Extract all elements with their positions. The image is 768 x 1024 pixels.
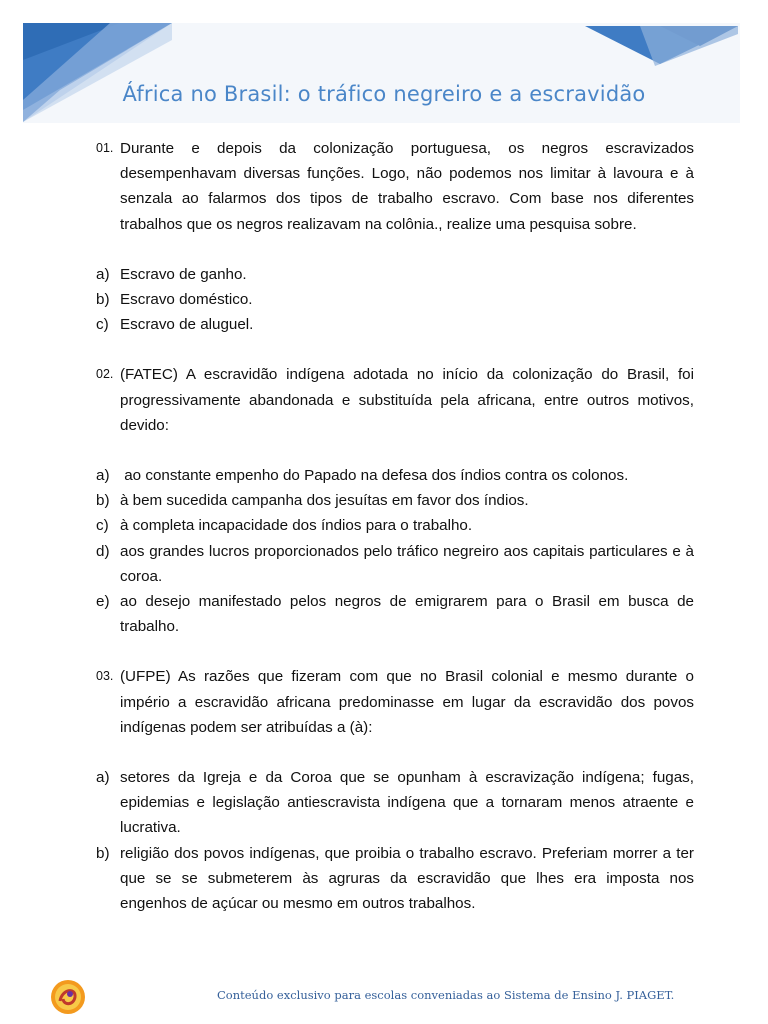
option-item xyxy=(96,841,699,917)
question-2 xyxy=(96,362,694,438)
question-number: 01. xyxy=(96,141,114,155)
question-1 xyxy=(96,136,694,237)
option-text: ao desejo manifestado pelos negros de emigrarem para o Brasil em busca de trabalho. xyxy=(120,593,699,636)
option-text: à bem sucedida campanha dos jesuítas em favor dos índios. xyxy=(120,492,529,510)
option-text: aos grandes lucros proporcionados pelo tráfico negreiro aos capitais particulares e à coroa. xyxy=(120,542,699,585)
option-label: c) xyxy=(96,316,109,334)
option-item xyxy=(96,262,694,287)
page-title: África no Brasil: o tráfico negreiro e a escravidão xyxy=(122,82,646,106)
question-number: 02. xyxy=(96,367,114,382)
option-text: Escravo doméstico. xyxy=(120,291,253,309)
option-item xyxy=(96,765,699,841)
question-number: 03. xyxy=(96,669,114,684)
option-text: Escravo de aluguel. xyxy=(120,316,254,334)
option-item xyxy=(96,589,699,639)
option-text: religião dos povos indígenas, que proibia o trabalho escravo. Preferiam morrer a ter que se se submeterem às agruras da escravidão que lhes era imposta nos engenhos de açúcar ou mesmo em outros trabalhos. xyxy=(120,844,699,913)
option-item xyxy=(96,488,694,513)
exercise-list xyxy=(96,136,699,916)
option-item xyxy=(96,312,694,337)
option-label: a) xyxy=(96,467,110,485)
option-item xyxy=(96,539,699,589)
logo-icon xyxy=(50,979,86,1015)
option-text: setores da Igreja e da Coroa que se opunham à escravização indígena; fugas, epidemias e legislação antiescravista indígena que a tornaram menos atraente e lucrativa. xyxy=(120,769,699,837)
option-label: a) xyxy=(96,265,110,283)
question-text: (FATEC) A escravidão indígena adotada no início da colonização do Brasil, foi progressivamente abandonada e substituída pela africana, entre outros motivos, devido: xyxy=(120,366,694,434)
option-label: b) xyxy=(96,844,110,862)
header-banner xyxy=(0,0,768,130)
option-label: b) xyxy=(96,492,110,510)
option-text: ao constante empenho do Papado na defesa dos índios contra os colonos. xyxy=(120,467,629,485)
option-item xyxy=(96,287,694,312)
option-item xyxy=(96,513,694,538)
question-text: Durante e depois da colonização portuguesa, os negros escravizados desempenhavam diversas funções. Logo, não podemos nos limitar à lavoura e à senzala ao falarmos dos tipos de trabalho escravo. Com base nos diferentes trabalhos que os negros realizavam na colônia., realize uma pesquisa sobre. xyxy=(120,140,694,233)
option-item xyxy=(96,463,694,488)
option-label: e) xyxy=(96,593,110,611)
footer-text: Conteúdo exclusivo para escolas conveniadas ao Sistema de Ensino J. PIAGET. xyxy=(217,988,675,1002)
option-label: b) xyxy=(96,291,110,309)
banner-decoration xyxy=(0,0,768,130)
option-label: c) xyxy=(96,517,109,535)
option-text: à completa incapacidade dos índios para o trabalho. xyxy=(120,517,473,535)
option-label: a) xyxy=(96,769,110,787)
option-label: d) xyxy=(96,542,110,560)
option-text: Escravo de ganho. xyxy=(120,265,247,283)
question-text: (UFPE) As razões que fizeram com que no Brasil colonial e mesmo durante o império a escravidão africana predominasse em lugar da escravidão dos povos indígenas podem ser atribuídas a (à): xyxy=(120,668,694,736)
question-3 xyxy=(96,664,694,740)
